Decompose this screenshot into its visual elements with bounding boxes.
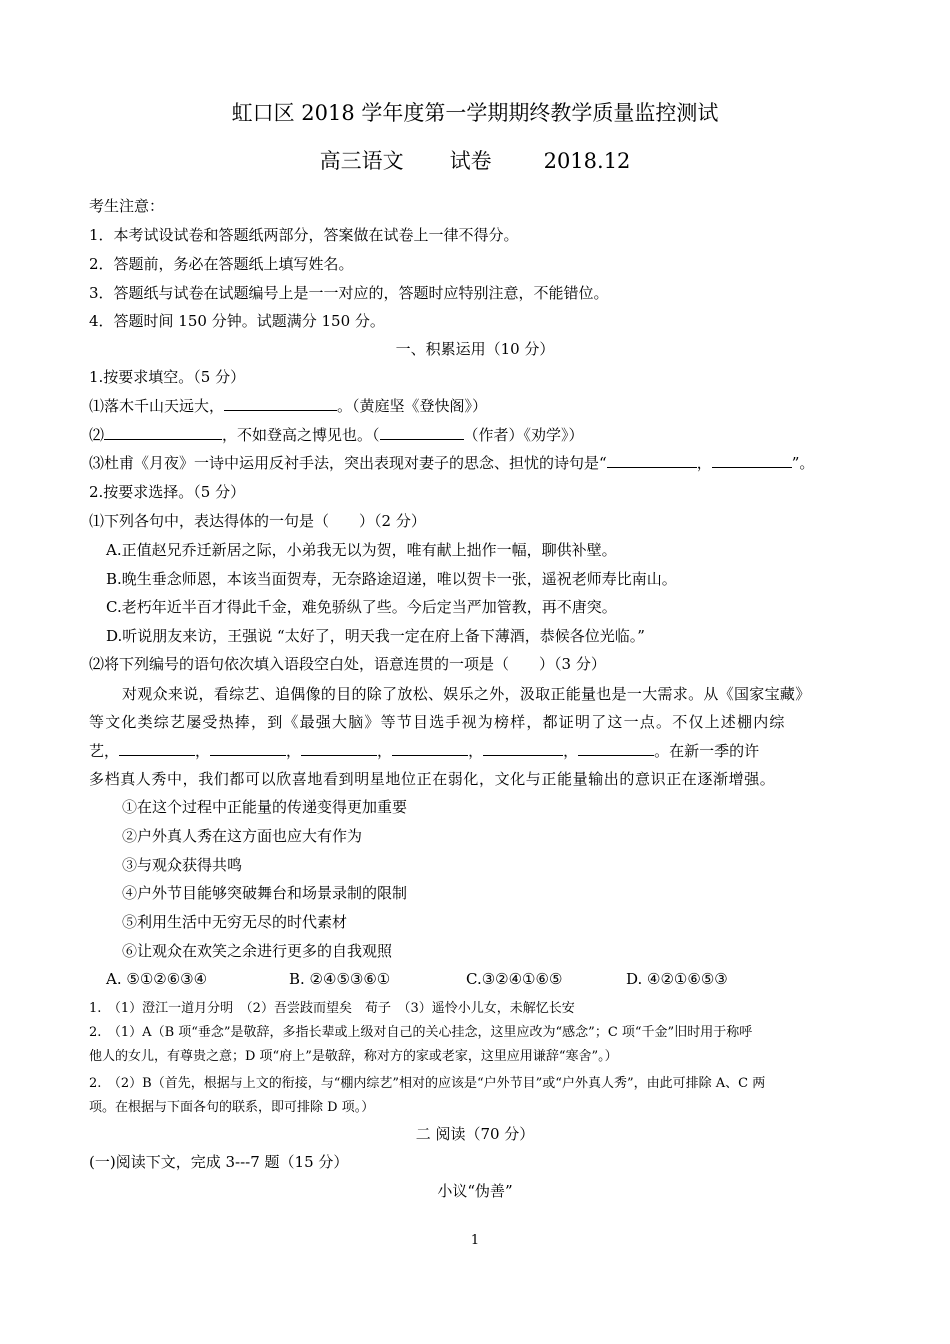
exam-title: 虹口区 2018 学年度第一学期期终教学质量监控测试 xyxy=(231,101,719,125)
question-stem: 2.按要求选择。（5 分） xyxy=(89,483,246,501)
paper-label: 试卷 xyxy=(449,149,492,173)
sub-question: ⑵将下列编号的语句依次填入语段空白处，语意连贯的一项是（ ）（3 分） xyxy=(89,655,606,673)
notice-heading: 考生注意： xyxy=(89,197,165,215)
choice-d: D. ④②①⑥⑤③ xyxy=(626,970,728,988)
option-a: A.正值赵兄乔迁新居之际，小弟我无以为贺，唯有献上拙作一幅，聊供补壁。 xyxy=(106,541,617,559)
answer-line: 2. （2）B（首先，根据与上文的衔接，与“棚内综艺”相对的应该是“户外节目”或“户外真人秀”，由此可排除 A、C 两 xyxy=(89,1076,766,1091)
subject-label: 高三语文 xyxy=(319,149,404,173)
answer-line: 他人的女儿，有尊贵之意；D 项“府上”是敬辞，称对方的家或老家，这里应用谦辞“寒舍”。） xyxy=(89,1049,618,1064)
answer-blank xyxy=(712,453,792,468)
notice-item: 4．答题时间 150 分钟。试题满分 150 分。 xyxy=(89,312,385,330)
answer-blank xyxy=(392,741,468,756)
answer-line: 1. （1）澄江一道月分明 （2）吾尝跂而望矣 荀子 （3）遥怜小儿女，未解忆长安 xyxy=(89,1001,575,1016)
fill-line-2: ⑵ ，不如登高之博见也。（ （作者）《劝学》） xyxy=(89,426,584,444)
sentence-item: ⑥让观众在欢笑之余进行更多的自我观照 xyxy=(122,942,393,960)
fill-line-3: ⑶杜甫《月夜》一诗中运用反衬手法，突出表现对妻子的思念、担忧的诗句是“ ， ”。 xyxy=(89,454,815,472)
answer-blank xyxy=(210,741,286,756)
passage-line: 多档真人秀中，我们都可以欣喜地看到明星地位正在弱化，文化与正能量输出的意识正在逐渐增强。 xyxy=(89,770,776,788)
option-d: D.听说朋友来访，王强说 “太好了，明天我一定在府上备下薄酒，恭候各位光临。” xyxy=(106,627,645,645)
answer-line: 2. （1）A（B 项“垂念”是敬辞，多指长辈或上级对自己的关心挂念，这里应改为“感念”；C 项“千金”旧时用于称呼 xyxy=(89,1025,753,1040)
exam-subtitle xyxy=(0,147,950,175)
choice-c: C.③②④①⑥⑤ xyxy=(466,970,563,988)
answer-blank xyxy=(119,741,195,756)
sub-question: ⑴下列各句中，表达得体的一句是（ ）（2 分） xyxy=(89,512,426,530)
sentence-item: ⑤利用生活中无穷无尽的时代素材 xyxy=(122,913,348,931)
passage-blanks-line: 艺， ， ， ， ， ， 。在新一季的许 xyxy=(89,742,760,760)
sentence-item: ②户外真人秀在这方面也应大有作为 xyxy=(122,827,363,845)
passage-line: 等文化类综艺屡受热捧，到《最强大脑》等节目选手视为榜样，都证明了这一点。不仅上述棚内综 xyxy=(89,713,786,731)
answer-blank xyxy=(224,396,337,411)
notice-item: 1．本考试设试卷和答题纸两部分，答案做在试卷上一律不得分。 xyxy=(89,226,519,244)
choice-b: B. ②④⑤③⑥① xyxy=(289,970,391,988)
page-number: 1 xyxy=(470,1233,480,1248)
choice-a: A. ⑤①②⑥③④ xyxy=(106,970,208,988)
answer-blank xyxy=(483,741,563,756)
answer-blank xyxy=(104,425,222,440)
fill-line-1: ⑴落木千山天远大， 。（黄庭坚《登快阁》） xyxy=(89,397,488,415)
answer-line: 项。在根据与下面各句的联系，即可排除 D 项。） xyxy=(89,1100,375,1115)
answer-blank xyxy=(380,425,464,440)
exam-date: 2018.12 xyxy=(543,149,631,173)
option-b: B.晚生垂念师恩，本该当面贺寿，无奈路途迢递，唯以贺卡一张，遥祝老师寿比南山。 xyxy=(106,570,677,588)
sentence-item: ④户外节目能够突破舞台和场景录制的限制 xyxy=(122,884,408,902)
section-title: 二 阅读（70 分） xyxy=(415,1125,535,1143)
notice-item: 2．答题前，务必在答题纸上填写姓名。 xyxy=(89,255,354,273)
question-stem: 1.按要求填空。（5 分） xyxy=(89,368,246,386)
answer-blank xyxy=(301,741,377,756)
section-title: 一、积累运用（10 分） xyxy=(395,340,555,358)
article-title: 小议“伪善” xyxy=(437,1182,513,1200)
answer-blank xyxy=(607,453,697,468)
notice-item: 3．答题纸与试卷在试题编号上是一一对应的，答题时应特别注意，不能错位。 xyxy=(89,284,609,302)
sentence-item: ①在这个过程中正能量的传递变得更加重要 xyxy=(122,798,408,816)
answer-blank xyxy=(578,741,654,756)
option-c: C.老朽年近半百才得此千金，难免骄纵了些。今后定当严加管教，再不唐突。 xyxy=(106,598,617,616)
sentence-item: ③与观众获得共鸣 xyxy=(122,856,243,874)
reading-intro: (一)阅读下文，完成 3---7 题（15 分） xyxy=(89,1153,349,1171)
passage-line: 对观众来说，看综艺、追偶像的目的除了放松、娱乐之外，汲取正能量也是一大需求。从《国家宝藏》 xyxy=(122,685,811,703)
